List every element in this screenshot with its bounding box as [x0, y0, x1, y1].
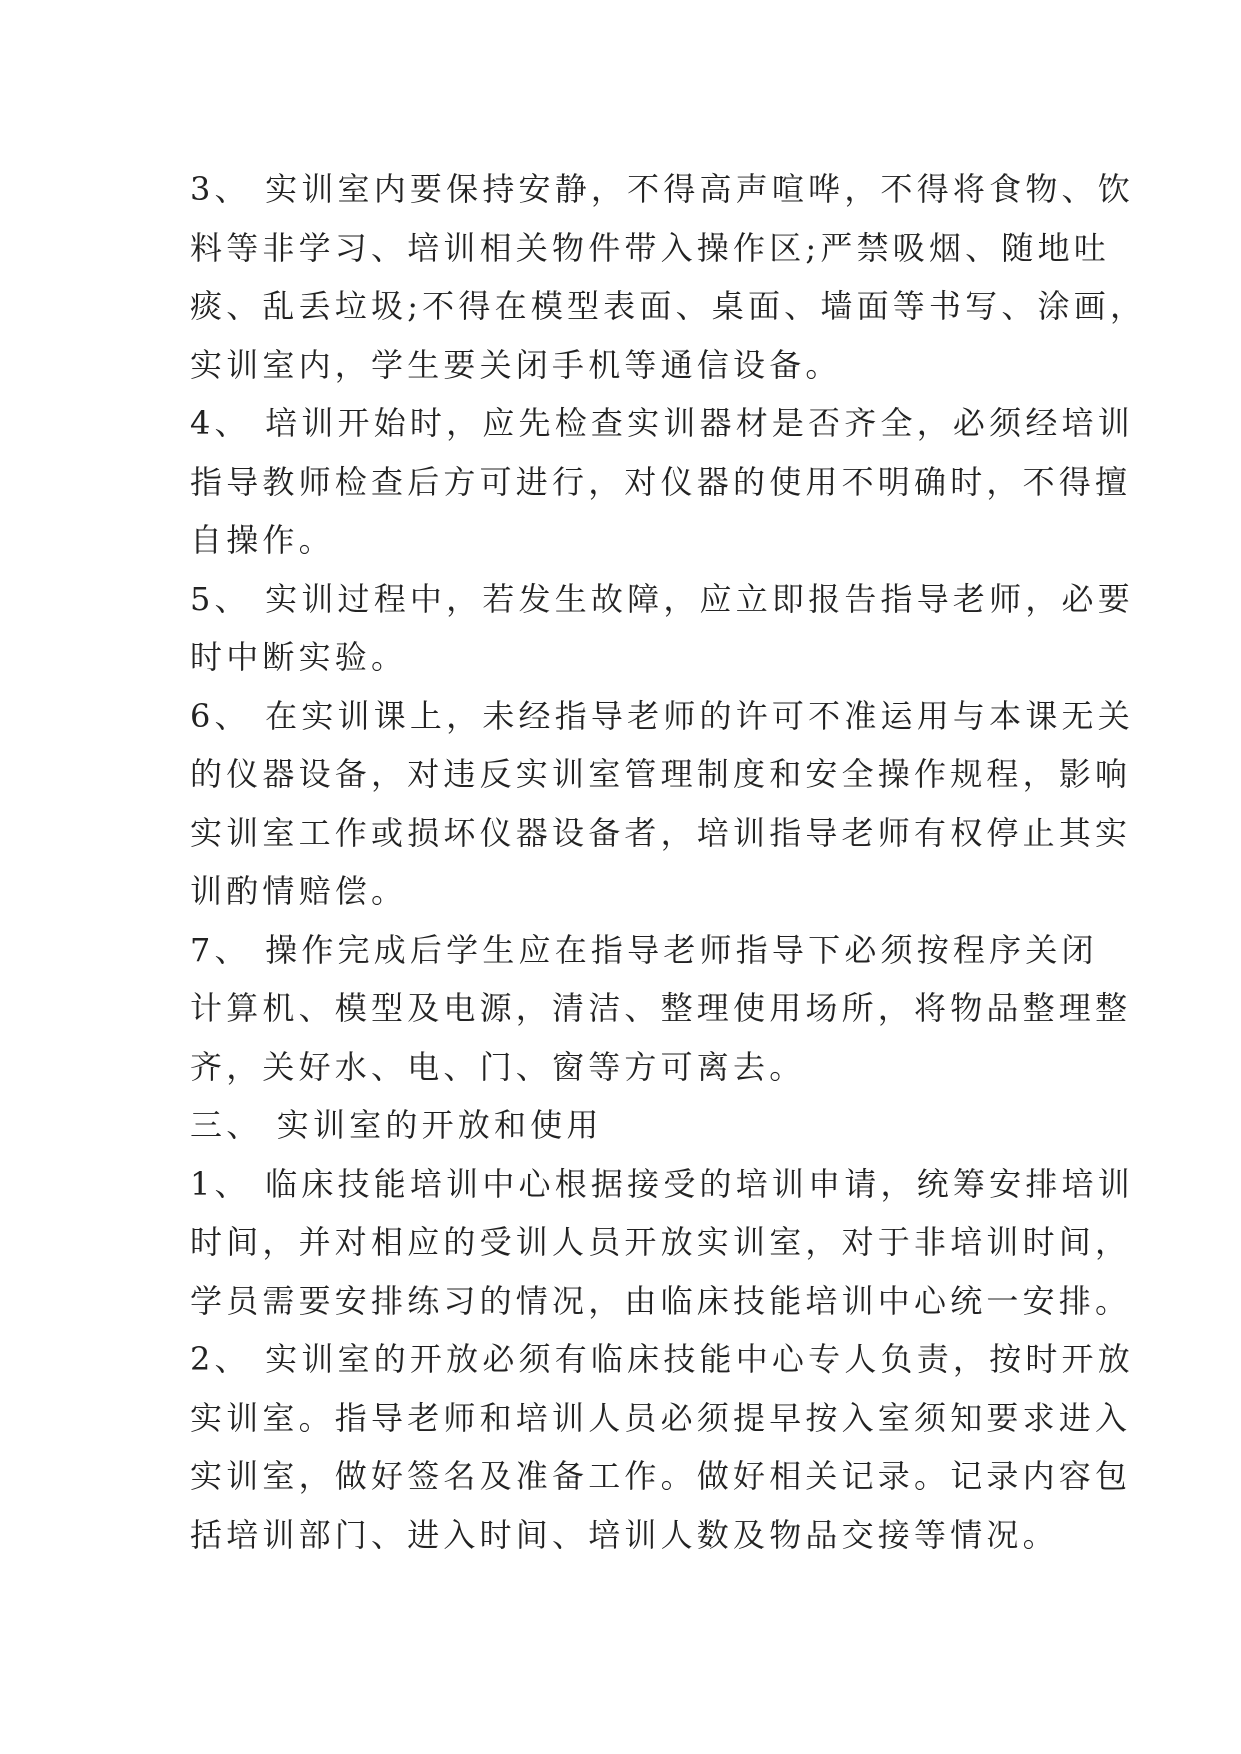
text-line: 5、 实训过程中，若发生故障，应立即报告指导老师，必要	[190, 579, 1134, 618]
text-line: 实训室工作或损坏仪器设备者，培训指导老师有权停止其实	[190, 813, 1132, 852]
text-line: 学员需要安排练习的情况，由临床技能培训中心统一安排。	[190, 1281, 1132, 1320]
text-line: 时中断实验。	[190, 638, 408, 676]
text-line: 实训室，做好签名及准备工作。做好相关记录。记录内容包	[190, 1457, 1132, 1495]
text-line: 4、 培训开始时，应先检查实训器材是否齐全，必须经培训	[190, 404, 1134, 442]
text-line: 2、 实训室的开放必须有临床技能中心专人负责，按时开放	[190, 1340, 1134, 1378]
text-line: 指导教师检查后方可进行，对仪器的使用不明确时，不得擅	[190, 462, 1132, 501]
text-line: 7、 操作完成后学生应在指导老师指导下必须按程序关闭	[190, 930, 1098, 969]
text-line: 实训室内，学生要关闭手机等通信设备。	[190, 345, 842, 384]
text-line: 实训室。指导老师和培训人员必须提早按入室须知要求进入	[190, 1398, 1132, 1437]
text-line: 计算机、模型及电源，清洁、整理使用场所，将物品整理整	[190, 989, 1132, 1027]
text-line: 痰、乱丢垃圾;不得在模型表面、桌面、墙面等书写、涂画，	[190, 287, 1147, 325]
text-line: 1、 临床技能培训中心根据接受的培训申请，统筹安排培训	[190, 1164, 1134, 1203]
text-line: 训酌情赔偿。	[190, 872, 408, 910]
text-line: 6、 在实训课上，未经指导老师的许可不准运用与本课无关	[190, 696, 1134, 735]
text-line: 料等非学习、培训相关物件带入操作区;严禁吸烟、随地吐	[190, 228, 1110, 267]
text-line: 齐，关好水、电、门、窗等方可离去。	[190, 1047, 806, 1086]
section-heading: 三、 实训室的开放和使用	[190, 1106, 603, 1144]
document-body	[190, 160, 1147, 1564]
text-line: 自操作。	[190, 521, 335, 559]
text-line: 3、 实训室内要保持安静，不得高声喧哗，不得将食物、饮	[190, 170, 1134, 208]
text-line: 时间，并对相应的受训人员开放实训室，对于非培训时间，	[190, 1223, 1132, 1261]
text-line: 的仪器设备，对违反实训室管理制度和安全操作规程，影响	[190, 755, 1132, 793]
text-line: 括培训部门、进入时间、培训人数及物品交接等情况。	[190, 1515, 1059, 1554]
